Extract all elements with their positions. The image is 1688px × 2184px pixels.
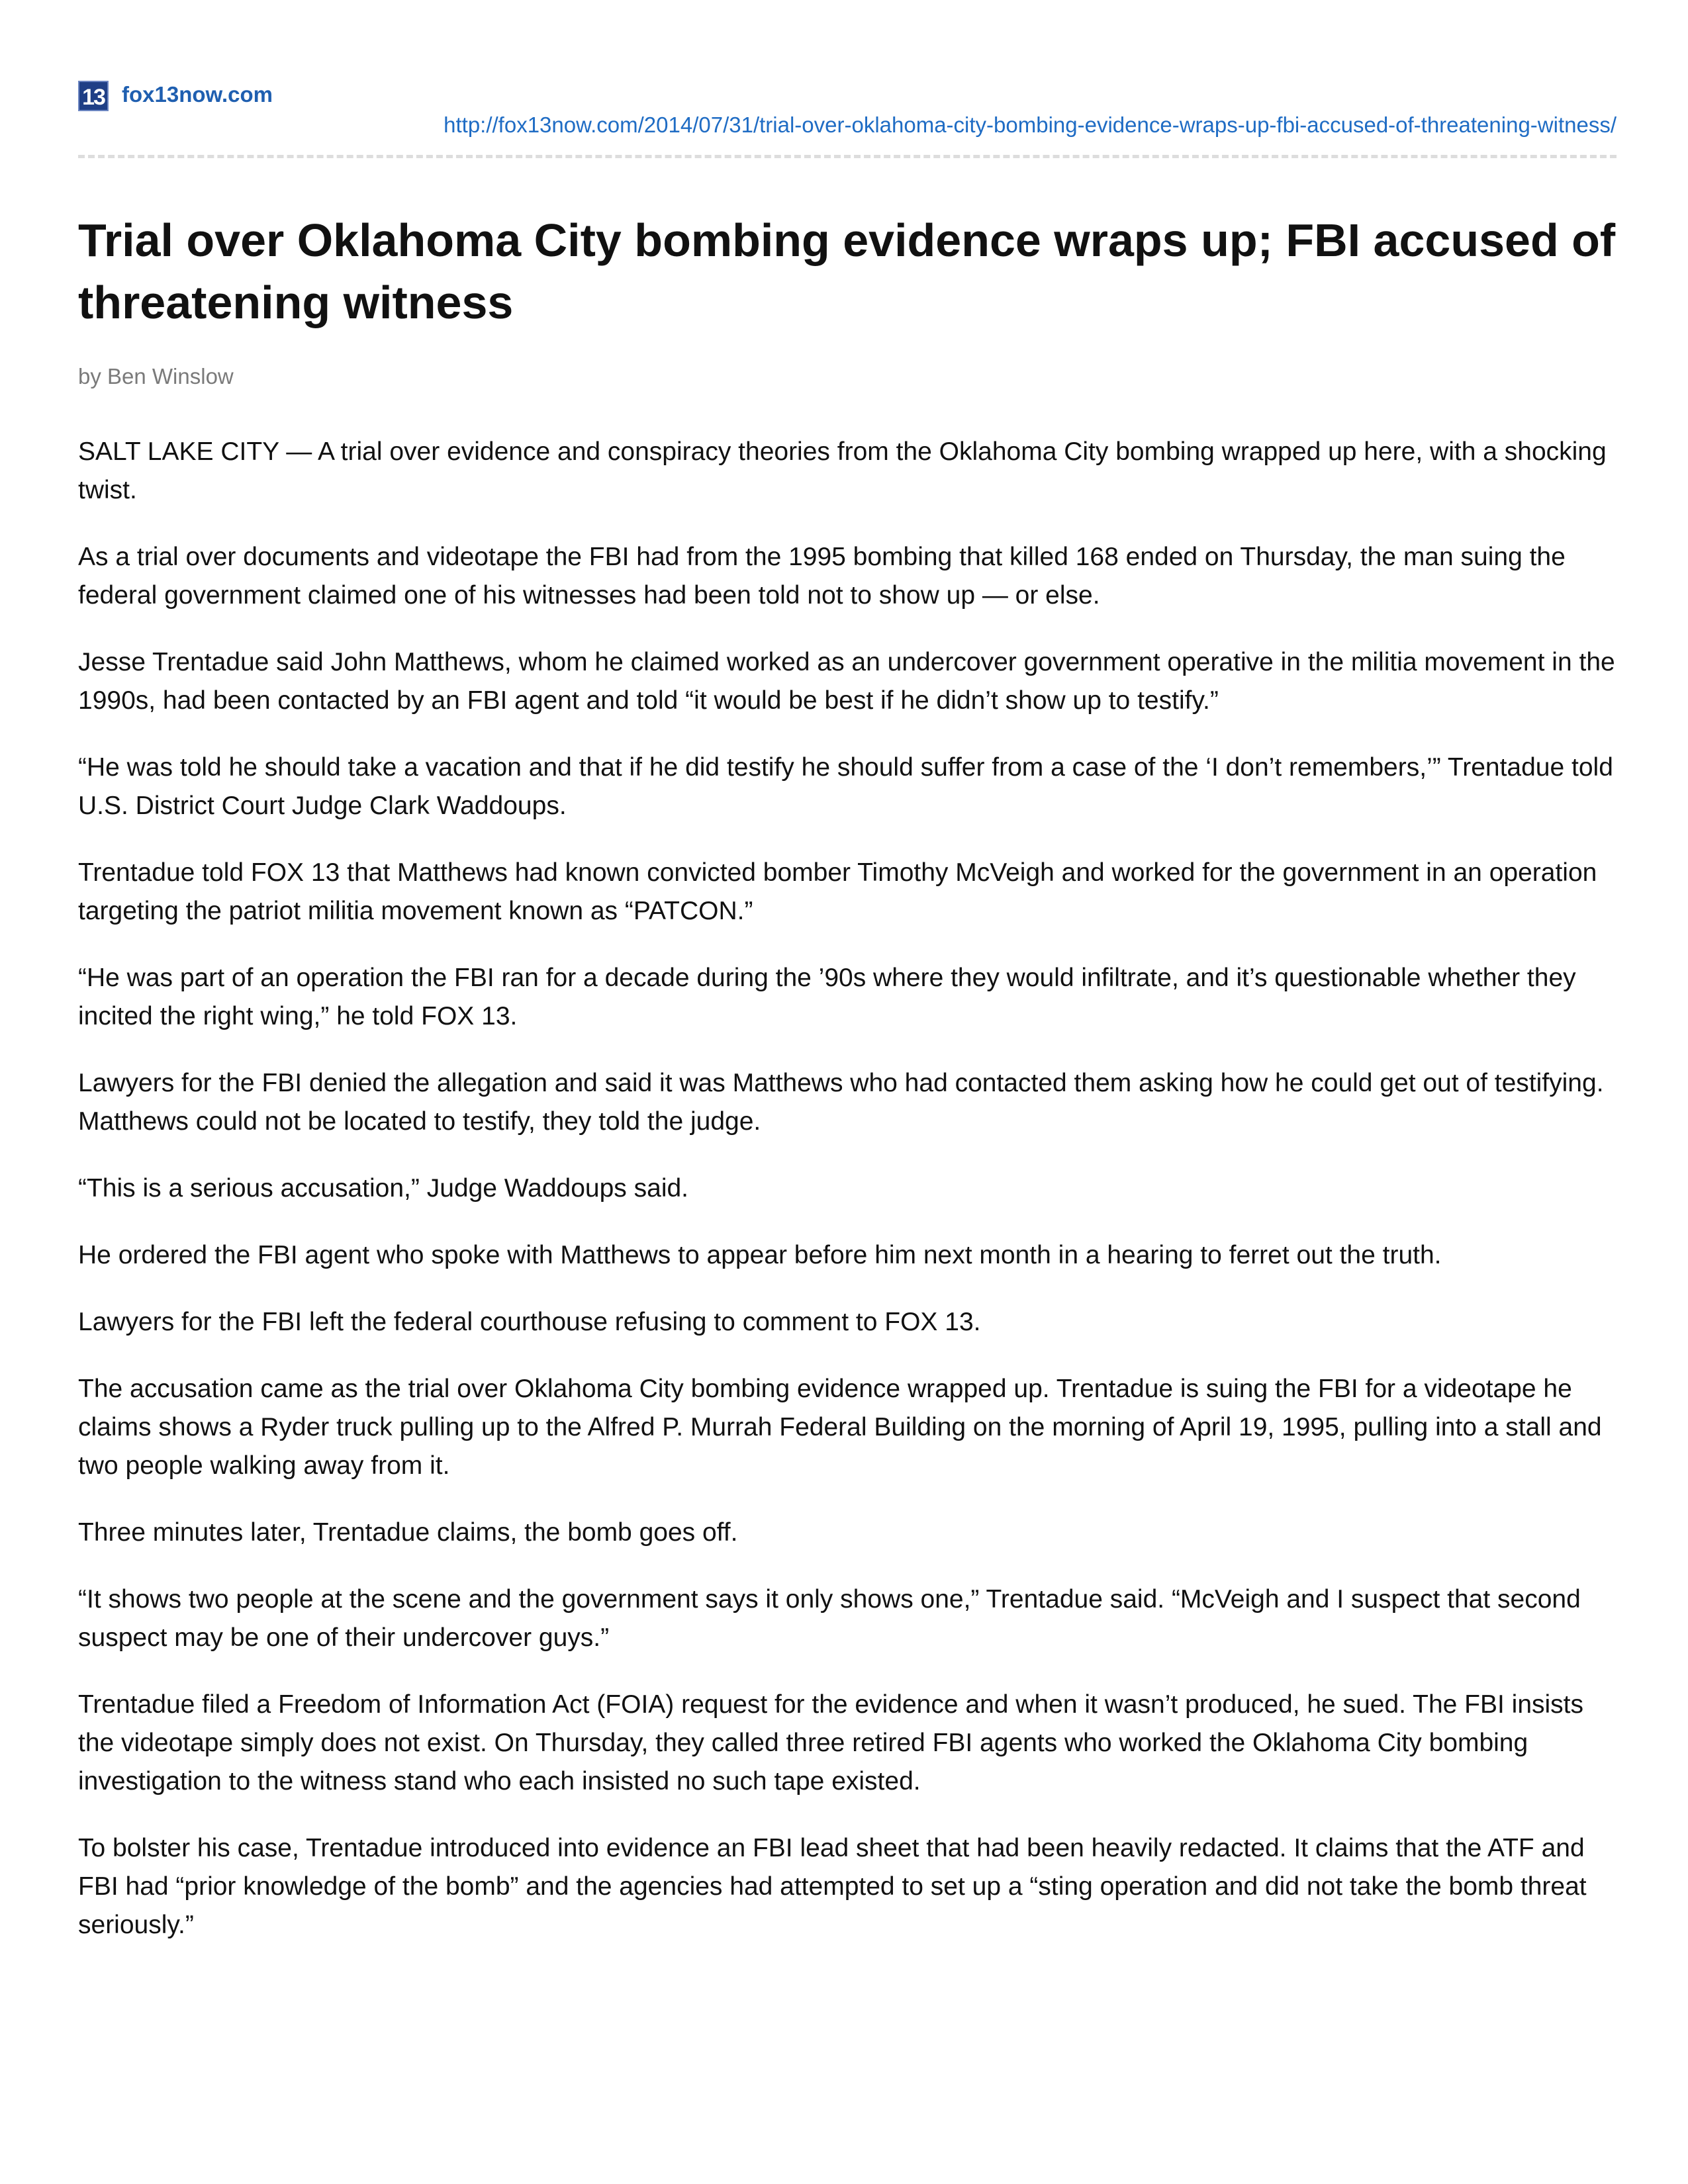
article-title: Trial over Oklahoma City bombing evidence wraps up; FBI accused of threatening witness (78, 214, 1616, 328)
article-paragraph: The accusation came as the trial over Oklahoma City bombing evidence wrapped up. Trentadue is suing the FBI for a videotape he claims shows a Ryder truck pulling up to the Alfred P. Murrah Federal Building on the morning of April 19, 1995, pulling into a stall and two people walking away from it. (78, 1375, 1602, 1480)
article-paragraph: “He was told he should take a vacation and that if he did testify he should suffer from a case of the ‘I don’t remembers,’” Trentadue told U.S. District Court Judge Clark Waddoups. (78, 753, 1613, 820)
article-paragraph: “He was part of an operation the FBI ran for a decade during the ’90s where they would infiltrate, and it’s questionable whether they incited the right wing,” he told FOX 13. (78, 964, 1576, 1030)
article-paragraph: “It shows two people at the scene and the government says it only shows one,” Trentadue said. “McVeigh and I suspect that second suspect may be one of their undercover guys.” (78, 1585, 1581, 1652)
printed-page (78, 66, 1617, 1973)
article-paragraph: “This is a serious accusation,” Judge Waddoups said. (78, 1174, 689, 1203)
article-body (78, 433, 1617, 1944)
header-divider (78, 155, 1617, 158)
article-paragraph: Trentadue told FOX 13 that Matthews had known convicted bomber Timothy McVeigh and worked for the government in an operation targeting the patriot militia movement known as “PATCON.” (78, 858, 1597, 925)
fox13-logo-icon: 13 (78, 81, 109, 111)
article-paragraph: SALT LAKE CITY — A trial over evidence and conspiracy theories from the Oklahoma City bombing wrapped up here, with a shocking twist. (78, 437, 1607, 504)
article-paragraph: As a trial over documents and videotape the FBI had from the 1995 bombing that killed 168 ended on Thursday, the man suing the federal government claimed one of his witnesses had been told not to show up — or else. (78, 543, 1566, 610)
article-paragraph: Lawyers for the FBI left the federal courthouse refusing to comment to FOX 13. (78, 1308, 981, 1336)
site-name-link[interactable]: fox13now.com (122, 82, 273, 107)
article-paragraph: Three minutes later, Trentadue claims, the bomb goes off. (78, 1518, 738, 1547)
article-paragraph: Jesse Trentadue said John Matthews, whom he claimed worked as an undercover government operative in the militia movement in the 1990s, had been contacted by an FBI agent and told “it would be best if he didn’t show up to testify.” (78, 648, 1615, 715)
article-paragraph: To bolster his case, Trentadue introduced into evidence an FBI lead sheet that had been heavily redacted. It claims that the ATF and FBI had “prior knowledge of the bomb” and the agencies had attempted to set up a “sting operation and did not take the bomb threat seriously.” (78, 1834, 1587, 1939)
byline: by Ben Winslow (78, 364, 234, 388)
article-paragraph: Lawyers for the FBI denied the allegation and said it was Matthews who had contacted them asking how he could get out of testifying. Matthews could not be located to testify, they told the judge. (78, 1069, 1604, 1136)
article-paragraph: He ordered the FBI agent who spoke with Matthews to appear before him next month in a hearing to ferret out the truth. (78, 1241, 1442, 1269)
source-url-link[interactable]: http://fox13now.com/2014/07/31/trial-over-oklahoma-city-bombing-evidence-wraps-up-fbi-accused-of-threatening-witness/ (444, 113, 1617, 137)
article-paragraph: Trentadue filed a Freedom of Information Act (FOIA) request for the evidence and when it wasn’t produced, he sued. The FBI insists the videotape simply does not exist. On Thursday, they called three retired FBI agents who worked the Oklahoma City bombing investigation to the witness stand who each insisted no such tape existed. (78, 1690, 1584, 1796)
source-header (78, 66, 1617, 159)
